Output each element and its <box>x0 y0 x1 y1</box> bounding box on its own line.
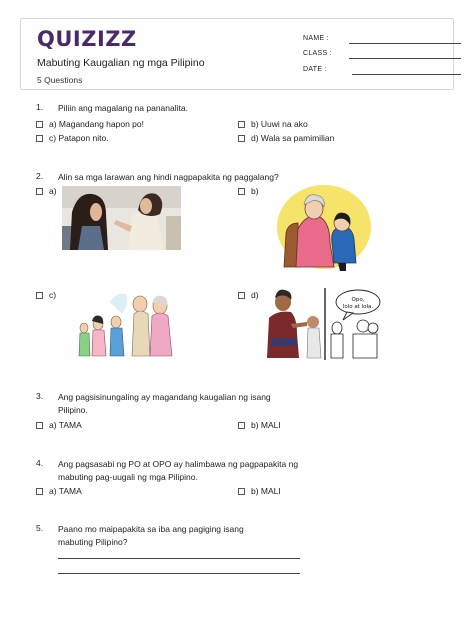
question-2-text: Alin sa mga larawan ang hindi nagpapakita ng paggalang? <box>58 172 279 182</box>
checkbox-icon[interactable] <box>238 422 245 429</box>
q1-option-b[interactable]: b) Uuwi na ako <box>238 119 308 129</box>
checkbox-icon[interactable] <box>36 121 43 128</box>
question-1-text: Piliin ang magalang na pananalita. <box>58 103 188 113</box>
picture-girl-and-mother[interactable] <box>62 186 181 250</box>
name-label: NAME : <box>303 35 329 42</box>
question-2-number: 2. <box>36 171 44 181</box>
picture-elders-and-children[interactable] <box>263 288 383 360</box>
question-5-number: 5. <box>36 523 44 533</box>
checkbox-icon[interactable] <box>36 292 43 299</box>
checkbox-icon[interactable] <box>238 292 245 299</box>
checkbox-icon[interactable] <box>238 488 245 495</box>
checkbox-icon[interactable] <box>238 135 245 142</box>
checkbox-icon[interactable] <box>36 422 43 429</box>
picture-grandmother-and-child[interactable] <box>276 183 372 271</box>
checkbox-icon[interactable] <box>238 188 245 195</box>
worksheet-title: Mabuting Kaugalian ng mga Pilipino <box>37 57 205 69</box>
question-count: 5 Questions <box>37 75 83 85</box>
class-field[interactable] <box>303 50 332 57</box>
q4-option-b[interactable]: b) MALI <box>238 486 281 496</box>
q3-option-b[interactable]: b) MALI <box>238 420 281 430</box>
picture-family-group[interactable] <box>76 290 180 358</box>
q2-option-c[interactable]: c) <box>36 290 56 300</box>
speech-bubble-line-2: lolo at lola. <box>342 304 374 310</box>
q1-option-c[interactable]: c) Patapon nito. <box>36 133 109 143</box>
class-label: CLASS : <box>303 50 332 57</box>
question-5-text: Paano mo maipapakita sa iba ang pagiging isang mabuting Pilipino? <box>58 524 244 547</box>
class-line <box>349 58 461 59</box>
q2-option-a[interactable]: a) <box>36 186 57 196</box>
q2-option-d[interactable]: d) <box>238 290 259 300</box>
question-3-number: 3. <box>36 391 44 401</box>
worksheet-header <box>20 18 454 90</box>
name-line <box>349 43 461 44</box>
checkbox-icon[interactable] <box>36 188 43 195</box>
quizizz-logo: QUIZIZZ <box>37 27 137 51</box>
answer-line-2[interactable] <box>58 573 300 574</box>
date-line <box>352 74 461 75</box>
name-field[interactable] <box>303 35 329 42</box>
q1-option-d[interactable]: d) Wala sa pamimilian <box>238 133 334 143</box>
question-1-number: 1. <box>36 102 44 112</box>
checkbox-icon[interactable] <box>238 121 245 128</box>
speech-bubble-line-1: Opo, <box>351 297 365 303</box>
date-field[interactable] <box>303 66 327 73</box>
date-label: DATE : <box>303 66 327 73</box>
checkbox-icon[interactable] <box>36 488 43 495</box>
question-4-text: Ang pagsasabi ng PO at OPO ay halimbawa ng pagpapakita ng mabuting pag-uugali ng mga Pilipino. <box>58 459 299 482</box>
q4-option-a[interactable]: a) TAMA <box>36 486 82 496</box>
answer-line-1[interactable] <box>58 558 300 559</box>
q3-option-a[interactable]: a) TAMA <box>36 420 82 430</box>
question-3-text: Ang pagsisinungaling ay magandang kaugalian ng isang Pilipino. <box>58 392 271 415</box>
q1-option-a[interactable]: a) Magandang hapon po! <box>36 119 144 129</box>
checkbox-icon[interactable] <box>36 135 43 142</box>
q2-option-b[interactable]: b) <box>238 186 259 196</box>
question-4-number: 4. <box>36 458 44 468</box>
